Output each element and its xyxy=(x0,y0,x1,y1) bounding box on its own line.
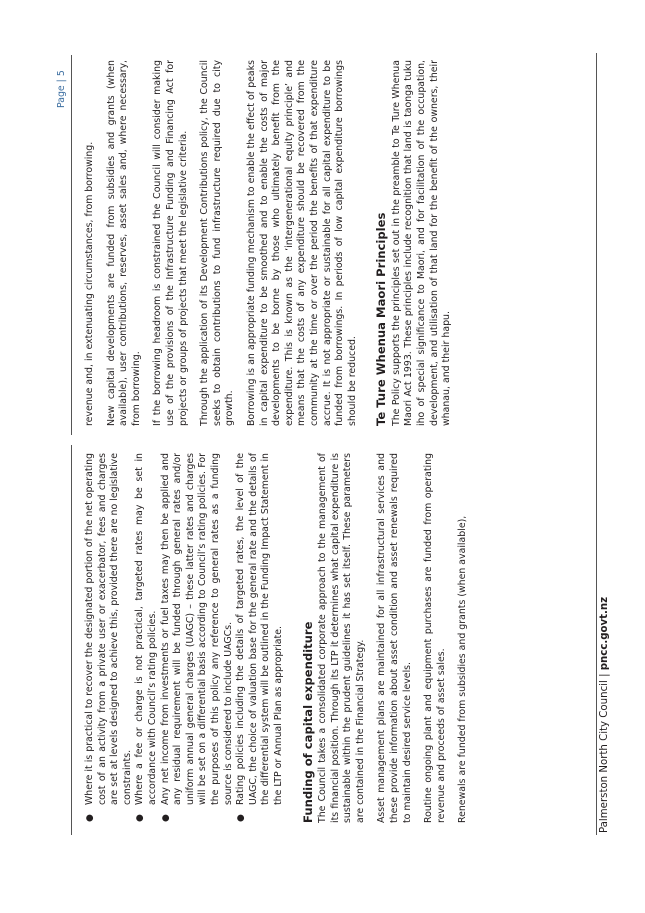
section-heading-capital-expenditure: Funding of capital expenditure xyxy=(300,621,315,823)
bullet-icon: ● xyxy=(135,814,146,822)
footer-rule xyxy=(596,53,597,835)
paragraph: If the borrowing headroom is constrained the Council will consider making use of the provisions of the Infrastructure Funding and Financing Act for projects or groups of projects that meet the legislative criteria. xyxy=(152,60,189,426)
header-rule-right xyxy=(71,55,72,435)
footer-site-link[interactable]: pncc.govt.nz xyxy=(599,596,610,671)
page-number: Page | 5 xyxy=(56,70,67,108)
paragraph: Through the application of its Development Contributions policy, the Council seeks to obtain contributions to fund infrastructure required due to city growth. xyxy=(199,60,236,426)
paragraph: The Council takes a consolidated corporate approach to the management of its financial position. Through its LTP it determines what capital expenditure is sustainable within the prudent guidelines it has set itself. These parameters are contained in the Financial Strategy. xyxy=(317,453,366,823)
bullet-icon: ● xyxy=(85,814,95,822)
right-column xyxy=(84,60,463,426)
bullet-item: ● Where a fee or charge is not practical, targeted rates may be set in accordance with Council’s rating policies. xyxy=(134,453,158,822)
paragraph: Borrowing is an appropriate funding mechanism to enable the effect of peaks in capital expenditure to be smoothed and to enable the costs of major developments to be borne by those who ultimately benefit from the expenditure. This is known as the ‘intergenerational equity principle’ and means that the costs of any expenditure should be recovered from the community at the time or over the period the benefits of that expenditure accrue. It is not appropriate or sustainable for all capital expenditure to be funded from borrowings. In periods of low capital expenditure borrowings should be reduced. xyxy=(245,60,358,426)
footer-separator: | xyxy=(599,670,610,681)
left-column xyxy=(84,453,479,823)
paragraph: revenue and, in extenuating circumstances, from borrowing. xyxy=(84,141,95,426)
paragraph: Routine ongoing plant and equipment purchases are funded from operating revenue and proceeds of asset sales. xyxy=(423,453,447,823)
bullet-icon: ● xyxy=(160,814,171,822)
paragraph: Renewals are funded from subsidies and grants (when available), xyxy=(457,515,469,823)
footer-org: Palmerston North City Council xyxy=(599,680,610,833)
footer-org-line xyxy=(599,597,610,833)
bullet-item: ● Any net income from investments or fuel taxes may then be applied and any residual requirement will be funded through general rates and/or uniform annual general charges (UAGC) – these latter rates and charges will be set on a differential basis according to Council’s rating policies. For the purposes of this policy any reference to general rates as a funding source is considered to include UAGCs. xyxy=(159,453,234,822)
paragraph: The Policy supports the principles set out in the preamble to Te Ture Whenua Maori Act 1993. These principles include recognition that land is taonga tuku iho of special significance to Maori, and for facilitation of the occupation, development, and utilisation of that land for the benefit of the owners, their whanau, and their hapu. xyxy=(390,60,453,426)
bullet-item: ● Where it is practical to recover the designated portion of the net operating cost of an activity from a private user or exacerbator, fees and charges are set at levels designed to achieve this, provided there are no legislative constraints. xyxy=(84,453,133,822)
paragraph: New capital developments are funded from subsidies and grants (when available), user contributions, reserves, asset sales and, where necessary, from borrowing. xyxy=(105,60,142,426)
header-rule-left xyxy=(71,445,72,835)
bullet-item: ● Rating policies including the details of targeted rates, the level of the UAGC, the choice of valuation base for the general rate and the details of the differential system will be outlined in the Funding Impact Statement in the LTP or Annual Plan as appropriate. xyxy=(235,453,284,822)
section-heading-te-ture-whenua-maori: Te Ture Whenua Maori Principles xyxy=(374,212,389,426)
paragraph: Asset management plans are maintained for all infrastructural services and these provide information about asset condition and asset renewals required to maintain desired service levels. xyxy=(376,453,413,823)
bullet-list xyxy=(84,453,286,823)
bullet-icon: ● xyxy=(236,814,247,822)
